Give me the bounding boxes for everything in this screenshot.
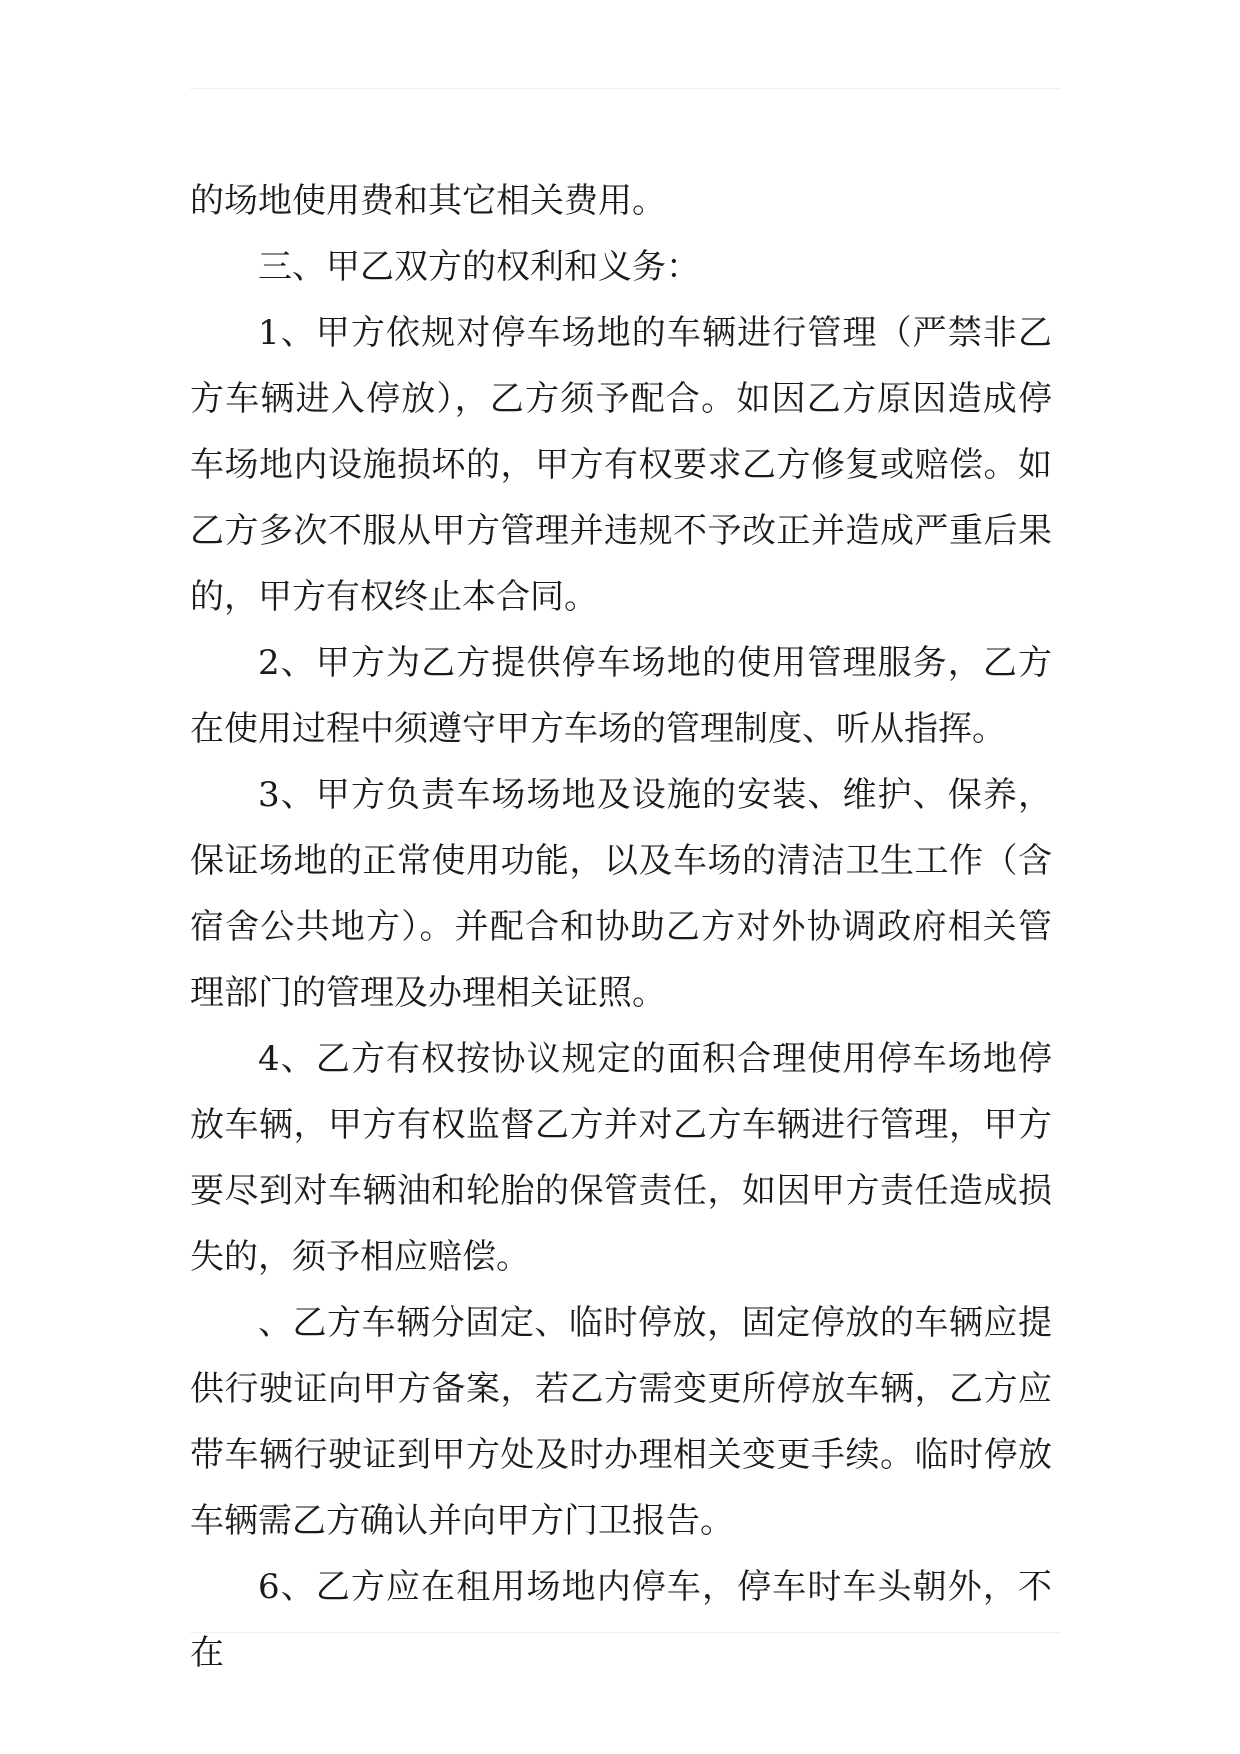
section-heading: 三、甲乙双方的权利和义务： (258, 247, 700, 287)
clause-5: 、乙方车辆分固定、临时停放，固定停放的车辆应提供行驶证向甲方备案，若乙方需变更所停放车辆，乙方应带车辆行驶证到甲方处及时办理相关变更手续。临时停放车辆需乙方确认并向甲方门卫报告。 (190, 1303, 1052, 1541)
clause-2: 2、甲方为乙方提供停车场地的使用管理服务，乙方在使用过程中须遵守甲方车场的管理制度、听从指挥。 (190, 643, 1052, 749)
clause-4: 4、乙方有权按协议规定的面积合理使用停车场地停放车辆，甲方有权监督乙方并对乙方车辆进行管理，甲方要尽到对车辆油和轮胎的保管责任，如因甲方责任造成损失的，须予相应赔偿。 (190, 1039, 1052, 1277)
document-body (190, 168, 1052, 1686)
header-rule (190, 88, 1060, 89)
footer-rule (190, 1632, 1060, 1633)
clause-3: 3、甲方负责车场场地及设施的安装、维护、保养，保证场地的正常使用功能，以及车场的清洁卫生工作（含宿舍公共地方）。并配合和协助乙方对外协调政府相关管理部门的管理及办理相关证照。 (190, 775, 1052, 1013)
clause-6: 6、乙方应在租用场地内停车，停车时车头朝外，不在 (190, 1567, 1052, 1673)
paragraph-continuation: 的场地使用费和其它相关费用。 (190, 181, 666, 221)
clause-1: 1、甲方依规对停车场地的车辆进行管理（严禁非乙方车辆进入停放），乙方须予配合。如因乙方原因造成停车场地内设施损坏的，甲方有权要求乙方修复或赔偿。如乙方多次不服从甲方管理并违规不予改正并造成严重后果的，甲方有权终止本合同。 (190, 313, 1052, 617)
